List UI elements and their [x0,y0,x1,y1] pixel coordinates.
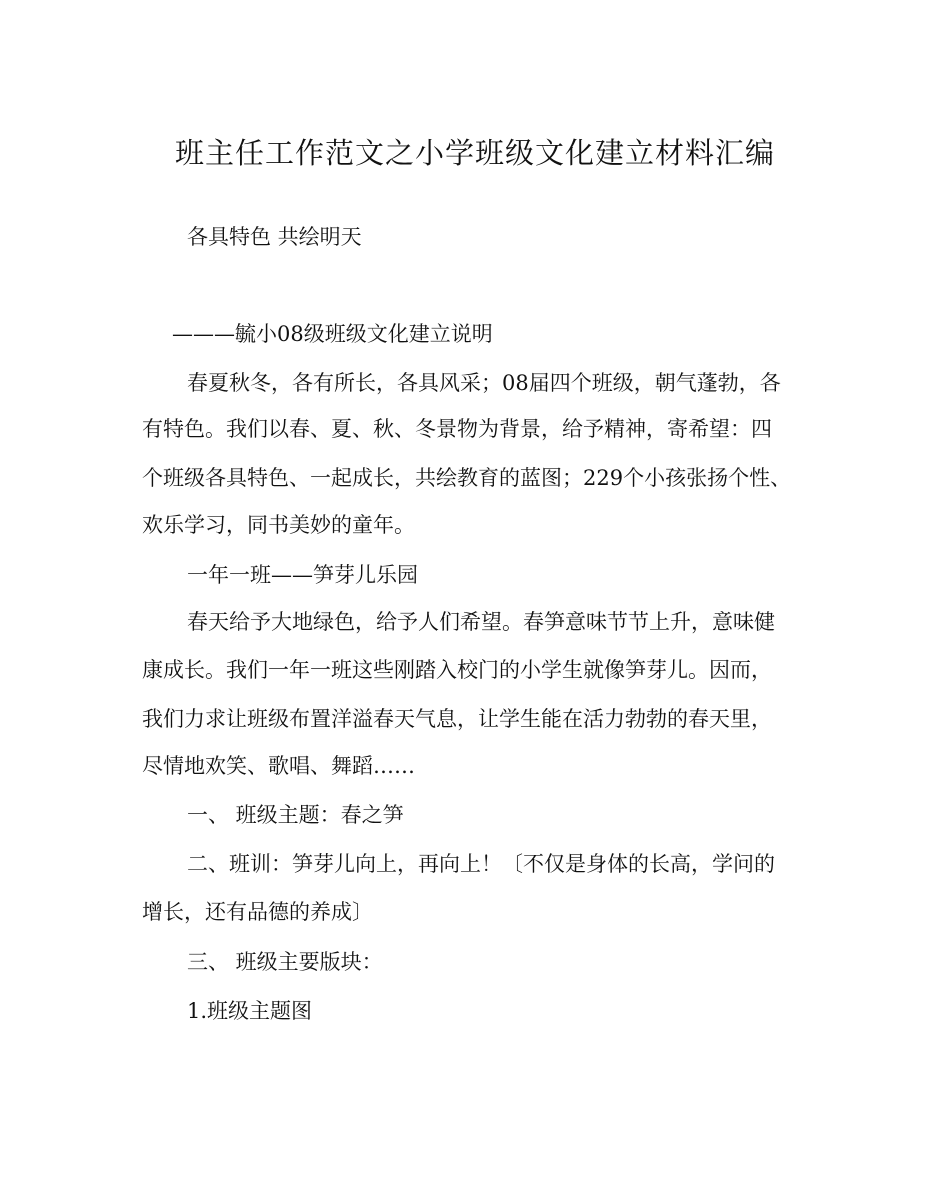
class-desc-line: 我们力求让班级布置洋溢春天气息，让学生能在活力勃勃的春天里， [142,707,772,731]
intro-line: 个班级各具特色、一起成长，共绘教育的蓝图；229个小孩张扬个性、 [142,466,792,490]
item-motto-line: 增长，还有品德的养成〕 [142,900,373,924]
class-desc-line: 康成长。我们一年一班这些刚踏入校门的小学生就像笋芽儿。因而， [142,658,772,682]
byline: ———毓小08级班级文化建立说明 [172,322,493,346]
subtitle: 各具特色 共绘明天 [187,225,362,249]
intro-line: 欢乐学习，同书美妙的童年。 [142,513,415,537]
intro-line: 有特色。我们以春、夏、秋、冬景物为背景，给予精神，寄希望：四 [142,417,772,441]
intro-line: 春夏秋冬，各有所长，各具风采；08届四个班级，朝气蓬勃，各 [187,371,781,395]
item-sections: 三、 班级主要版块： [187,950,383,974]
class-desc-line: 尽情地欢笑、歌唱、舞蹈…… [142,754,415,778]
item-motto-line: 二、班训：笋芽儿向上，再向上！〔不仅是身体的长高，学问的 [187,852,775,876]
item-theme: 一、 班级主题：春之笋 [187,803,404,827]
document-title: 班主任工作范文之小学班级文化建立材料汇编 [174,136,775,170]
class-heading: 一年一班——笋芽儿乐园 [187,563,418,587]
item-section-theme-image: 1.班级主题图 [187,999,313,1023]
class-desc-line: 春天给予大地绿色，给予人们希望。春笋意味节节上升，意味健 [187,610,775,634]
